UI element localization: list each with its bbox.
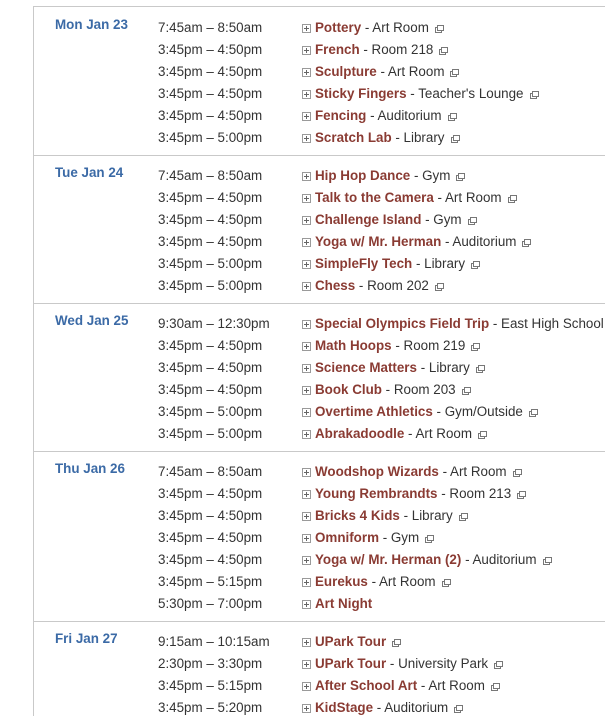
- event-row: [34, 549, 605, 571]
- event-info: [315, 379, 470, 401]
- event-row: [34, 423, 605, 445]
- external-window-icon[interactable]: [451, 135, 459, 142]
- expand-plus-icon[interactable]: [302, 682, 311, 691]
- event-row: [34, 527, 605, 549]
- event-location: - Library: [391, 130, 445, 145]
- event-info: [315, 697, 462, 719]
- event-info: [315, 275, 443, 297]
- event-time: 2:30pm – 3:30pm: [158, 656, 263, 671]
- event-location: - Room 213: [437, 486, 512, 501]
- event-location: - Art Room: [438, 464, 507, 479]
- expand-plus-icon[interactable]: [302, 490, 311, 499]
- event-info: [315, 17, 443, 39]
- event-location: - Room 218: [359, 42, 434, 57]
- event-time: 3:45pm – 5:00pm: [158, 404, 263, 419]
- event-title-link[interactable]: Art Night: [315, 596, 373, 611]
- event-info: [315, 335, 479, 357]
- expand-plus-icon[interactable]: [302, 172, 311, 181]
- expand-plus-icon[interactable]: [302, 364, 311, 373]
- external-window-icon[interactable]: [529, 409, 537, 416]
- expand-plus-icon[interactable]: [302, 704, 311, 713]
- expand-plus-icon[interactable]: [302, 24, 311, 33]
- event-location: - Art Room: [404, 426, 473, 441]
- event-location: - Art Room: [367, 574, 436, 589]
- external-window-icon[interactable]: [439, 47, 447, 54]
- event-info: [315, 401, 537, 423]
- event-location: - Gym: [378, 530, 420, 545]
- event-row: [34, 461, 605, 483]
- event-title-link[interactable]: Abrakadoodle: [315, 426, 405, 441]
- external-window-icon[interactable]: [494, 661, 502, 668]
- external-window-icon[interactable]: [442, 579, 450, 586]
- event-row: [34, 39, 605, 61]
- event-time: 3:45pm – 4:50pm: [158, 234, 263, 249]
- event-info: [315, 61, 458, 83]
- day-date-label: Mon Jan 23: [55, 17, 128, 32]
- external-window-icon[interactable]: [425, 535, 433, 542]
- expand-plus-icon[interactable]: [302, 512, 311, 521]
- external-window-icon[interactable]: [530, 91, 538, 98]
- external-window-icon[interactable]: [462, 387, 470, 394]
- external-window-icon[interactable]: [517, 491, 525, 498]
- event-location: - Art Room: [433, 190, 502, 205]
- event-location: - Gym: [421, 212, 462, 227]
- event-title-link[interactable]: UPark Tour: [315, 634, 387, 649]
- event-info: [315, 231, 530, 253]
- event-time: 3:45pm – 4:50pm: [158, 382, 263, 397]
- event-info: [315, 187, 516, 209]
- expand-plus-icon[interactable]: [302, 408, 311, 417]
- event-row: [34, 165, 605, 187]
- expand-plus-icon[interactable]: [302, 112, 311, 121]
- expand-plus-icon[interactable]: [302, 578, 311, 587]
- day-date-label: Wed Jan 25: [55, 313, 129, 328]
- event-row: [34, 253, 605, 275]
- event-row: [34, 83, 605, 105]
- event-title-link[interactable]: Overtime Athletics: [315, 404, 433, 419]
- event-location: - Auditorium: [461, 552, 537, 567]
- event-row: [34, 105, 605, 127]
- event-title-link[interactable]: Yoga w/ Mr. Herman (2): [315, 552, 462, 567]
- day-group: [34, 155, 605, 304]
- event-title-link[interactable]: UPark Tour: [315, 656, 387, 671]
- day-group: [34, 621, 605, 725]
- event-time: 3:45pm – 4:50pm: [158, 86, 263, 101]
- expand-plus-icon[interactable]: [302, 194, 311, 203]
- event-location: - Auditorium: [441, 234, 517, 249]
- event-row: [34, 357, 605, 379]
- expand-plus-icon[interactable]: [302, 260, 311, 269]
- event-row: [34, 653, 605, 675]
- event-info: [315, 461, 521, 483]
- external-window-icon[interactable]: [435, 283, 443, 290]
- event-row: [34, 313, 605, 335]
- event-time: 3:45pm – 5:00pm: [158, 426, 263, 441]
- event-info: [315, 313, 605, 335]
- event-row: [34, 631, 605, 653]
- expand-plus-icon[interactable]: [302, 238, 311, 247]
- expand-plus-icon[interactable]: [302, 320, 311, 329]
- expand-plus-icon[interactable]: [302, 134, 311, 143]
- event-row: [34, 17, 605, 39]
- event-time: 3:45pm – 5:20pm: [158, 700, 263, 715]
- event-title-link[interactable]: Sticky Fingers: [315, 86, 407, 101]
- event-info: [315, 39, 447, 61]
- expand-plus-icon[interactable]: [302, 282, 311, 291]
- event-row: [34, 61, 605, 83]
- external-window-icon[interactable]: [471, 261, 479, 268]
- event-title-link[interactable]: Math Hoops: [315, 338, 392, 353]
- event-info: [315, 675, 499, 697]
- event-info: [315, 549, 551, 571]
- event-time: 5:30pm – 7:00pm: [158, 596, 263, 611]
- event-title-link[interactable]: KidStage: [315, 700, 374, 715]
- event-info: [315, 83, 538, 105]
- day-group: [34, 7, 605, 156]
- event-time: 3:45pm – 5:00pm: [158, 278, 263, 293]
- event-info: [315, 357, 484, 379]
- event-time: 7:45am – 8:50am: [158, 20, 263, 35]
- event-time: 7:45am – 8:50am: [158, 168, 263, 183]
- event-row: [34, 697, 605, 719]
- event-row: [34, 209, 605, 231]
- expand-plus-icon[interactable]: [302, 638, 311, 647]
- event-time: 3:45pm – 5:00pm: [158, 256, 263, 271]
- event-title-link[interactable]: Pottery: [315, 20, 362, 35]
- event-title-link[interactable]: Sculpture: [315, 64, 377, 79]
- event-time: 3:45pm – 5:15pm: [158, 574, 263, 589]
- event-time: 3:45pm – 5:00pm: [158, 130, 263, 145]
- external-window-icon[interactable]: [513, 469, 521, 476]
- event-location: - Library: [412, 256, 466, 271]
- event-info: [315, 653, 502, 675]
- event-time: 3:45pm – 4:50pm: [158, 530, 263, 545]
- event-title-link[interactable]: After School Art: [315, 678, 418, 693]
- event-location: - Room 219: [391, 338, 466, 353]
- external-window-icon[interactable]: [435, 25, 443, 32]
- expand-plus-icon[interactable]: [302, 556, 311, 565]
- external-window-icon[interactable]: [491, 683, 499, 690]
- event-location: - Library: [416, 360, 470, 375]
- event-time: 3:45pm – 5:15pm: [158, 678, 263, 693]
- event-location: - Library: [399, 508, 453, 523]
- event-title-link[interactable]: Chess: [315, 278, 356, 293]
- event-time: 3:45pm – 4:50pm: [158, 42, 263, 57]
- event-title-link[interactable]: Book Club: [315, 382, 382, 397]
- event-time: 3:45pm – 4:50pm: [158, 190, 263, 205]
- external-window-icon[interactable]: [456, 173, 464, 180]
- event-title-link[interactable]: Challenge Island: [315, 212, 422, 227]
- event-row: [34, 187, 605, 209]
- event-info: [315, 209, 476, 231]
- event-location: - Room 203: [381, 382, 456, 397]
- external-window-icon[interactable]: [459, 513, 467, 520]
- event-location: - Auditorium: [366, 108, 442, 123]
- event-time: 7:45am – 8:50am: [158, 464, 263, 479]
- event-location: - University Park: [386, 656, 489, 671]
- expand-plus-icon[interactable]: [302, 90, 311, 99]
- event-title-link[interactable]: Woodshop Wizards: [315, 464, 439, 479]
- event-location: - Auditorium: [373, 700, 449, 715]
- event-info: [315, 483, 525, 505]
- event-time: 3:45pm – 4:50pm: [158, 338, 263, 353]
- event-title-link[interactable]: Yoga w/ Mr. Herman: [315, 234, 442, 249]
- expand-plus-icon[interactable]: [302, 216, 311, 225]
- day-date-label: Fri Jan 27: [55, 631, 118, 646]
- event-title-link[interactable]: Scratch Lab: [315, 130, 392, 145]
- expand-plus-icon[interactable]: [302, 46, 311, 55]
- event-row: [34, 275, 605, 297]
- event-title-link[interactable]: Bricks 4 Kids: [315, 508, 400, 523]
- external-window-icon[interactable]: [478, 431, 486, 438]
- event-time: 3:45pm – 4:50pm: [158, 212, 263, 227]
- event-title-link[interactable]: SimpleFly Tech: [315, 256, 413, 271]
- expand-plus-icon[interactable]: [302, 534, 311, 543]
- expand-plus-icon[interactable]: [302, 468, 311, 477]
- event-info: [315, 631, 400, 653]
- event-info: [315, 571, 450, 593]
- event-time: 9:15am – 10:15am: [158, 634, 270, 649]
- event-location: - Teacher's Lounge: [406, 86, 524, 101]
- expand-plus-icon[interactable]: [302, 386, 311, 395]
- event-location: - East High School: [489, 316, 604, 331]
- event-info: [315, 165, 464, 187]
- event-location: - Art Room: [361, 20, 429, 35]
- event-row: [34, 483, 605, 505]
- event-time: 3:45pm – 4:50pm: [158, 552, 263, 567]
- event-time: 3:45pm – 4:50pm: [158, 508, 263, 523]
- event-title-link[interactable]: Omniform: [315, 530, 379, 545]
- event-location: - Art Room: [376, 64, 445, 79]
- event-info: [315, 505, 467, 527]
- event-title-link[interactable]: Special Olympics Field Trip: [315, 316, 490, 331]
- day-date-label: Tue Jan 24: [55, 165, 124, 180]
- event-title-link[interactable]: French: [315, 42, 360, 57]
- event-row: [34, 401, 605, 423]
- expand-plus-icon[interactable]: [302, 68, 311, 77]
- external-window-icon[interactable]: [454, 705, 462, 712]
- external-window-icon[interactable]: [522, 239, 530, 246]
- event-title-link[interactable]: Young Rembrandts: [315, 486, 438, 501]
- event-info: [315, 105, 456, 127]
- day-group: [34, 451, 605, 622]
- external-window-icon[interactable]: [471, 343, 479, 350]
- event-title-link[interactable]: Fencing: [315, 108, 367, 123]
- external-window-icon[interactable]: [543, 557, 551, 564]
- external-window-icon[interactable]: [450, 69, 458, 76]
- expand-plus-icon[interactable]: [302, 430, 311, 439]
- event-time: 3:45pm – 4:50pm: [158, 64, 263, 79]
- event-info: [315, 423, 486, 445]
- event-location: - Gym: [410, 168, 451, 183]
- external-window-icon[interactable]: [476, 365, 484, 372]
- event-location: - Room 202: [355, 278, 429, 293]
- event-info: [315, 127, 459, 149]
- external-window-icon[interactable]: [468, 217, 476, 224]
- event-title-link[interactable]: Hip Hop Dance: [315, 168, 411, 183]
- event-info: [315, 593, 372, 615]
- expand-plus-icon[interactable]: [302, 600, 311, 609]
- event-time: 3:45pm – 4:50pm: [158, 486, 263, 501]
- event-row: [34, 505, 605, 527]
- event-location: - Art Room: [417, 678, 485, 693]
- expand-plus-icon[interactable]: [302, 342, 311, 351]
- event-row: [34, 231, 605, 253]
- external-window-icon[interactable]: [392, 639, 400, 646]
- event-info: [315, 527, 433, 549]
- external-window-icon[interactable]: [448, 113, 456, 120]
- event-time: 9:30am – 12:30pm: [158, 316, 270, 331]
- event-location: - Gym/Outside: [432, 404, 523, 419]
- event-row: [34, 335, 605, 357]
- day-date-label: Thu Jan 26: [55, 461, 125, 476]
- event-info: [315, 253, 479, 275]
- event-row: [34, 593, 605, 615]
- event-title-link[interactable]: Talk to the Camera: [315, 190, 434, 205]
- event-row: [34, 571, 605, 593]
- event-time: 3:45pm – 4:50pm: [158, 360, 263, 375]
- agenda-list: [33, 6, 605, 716]
- event-row: [34, 127, 605, 149]
- event-title-link[interactable]: Eurekus: [315, 574, 368, 589]
- event-title-link[interactable]: Science Matters: [315, 360, 417, 375]
- external-window-icon[interactable]: [508, 195, 516, 202]
- day-group: [34, 303, 605, 452]
- expand-plus-icon[interactable]: [302, 660, 311, 669]
- event-time: 3:45pm – 4:50pm: [158, 108, 263, 123]
- event-row: [34, 675, 605, 697]
- event-row: [34, 379, 605, 401]
